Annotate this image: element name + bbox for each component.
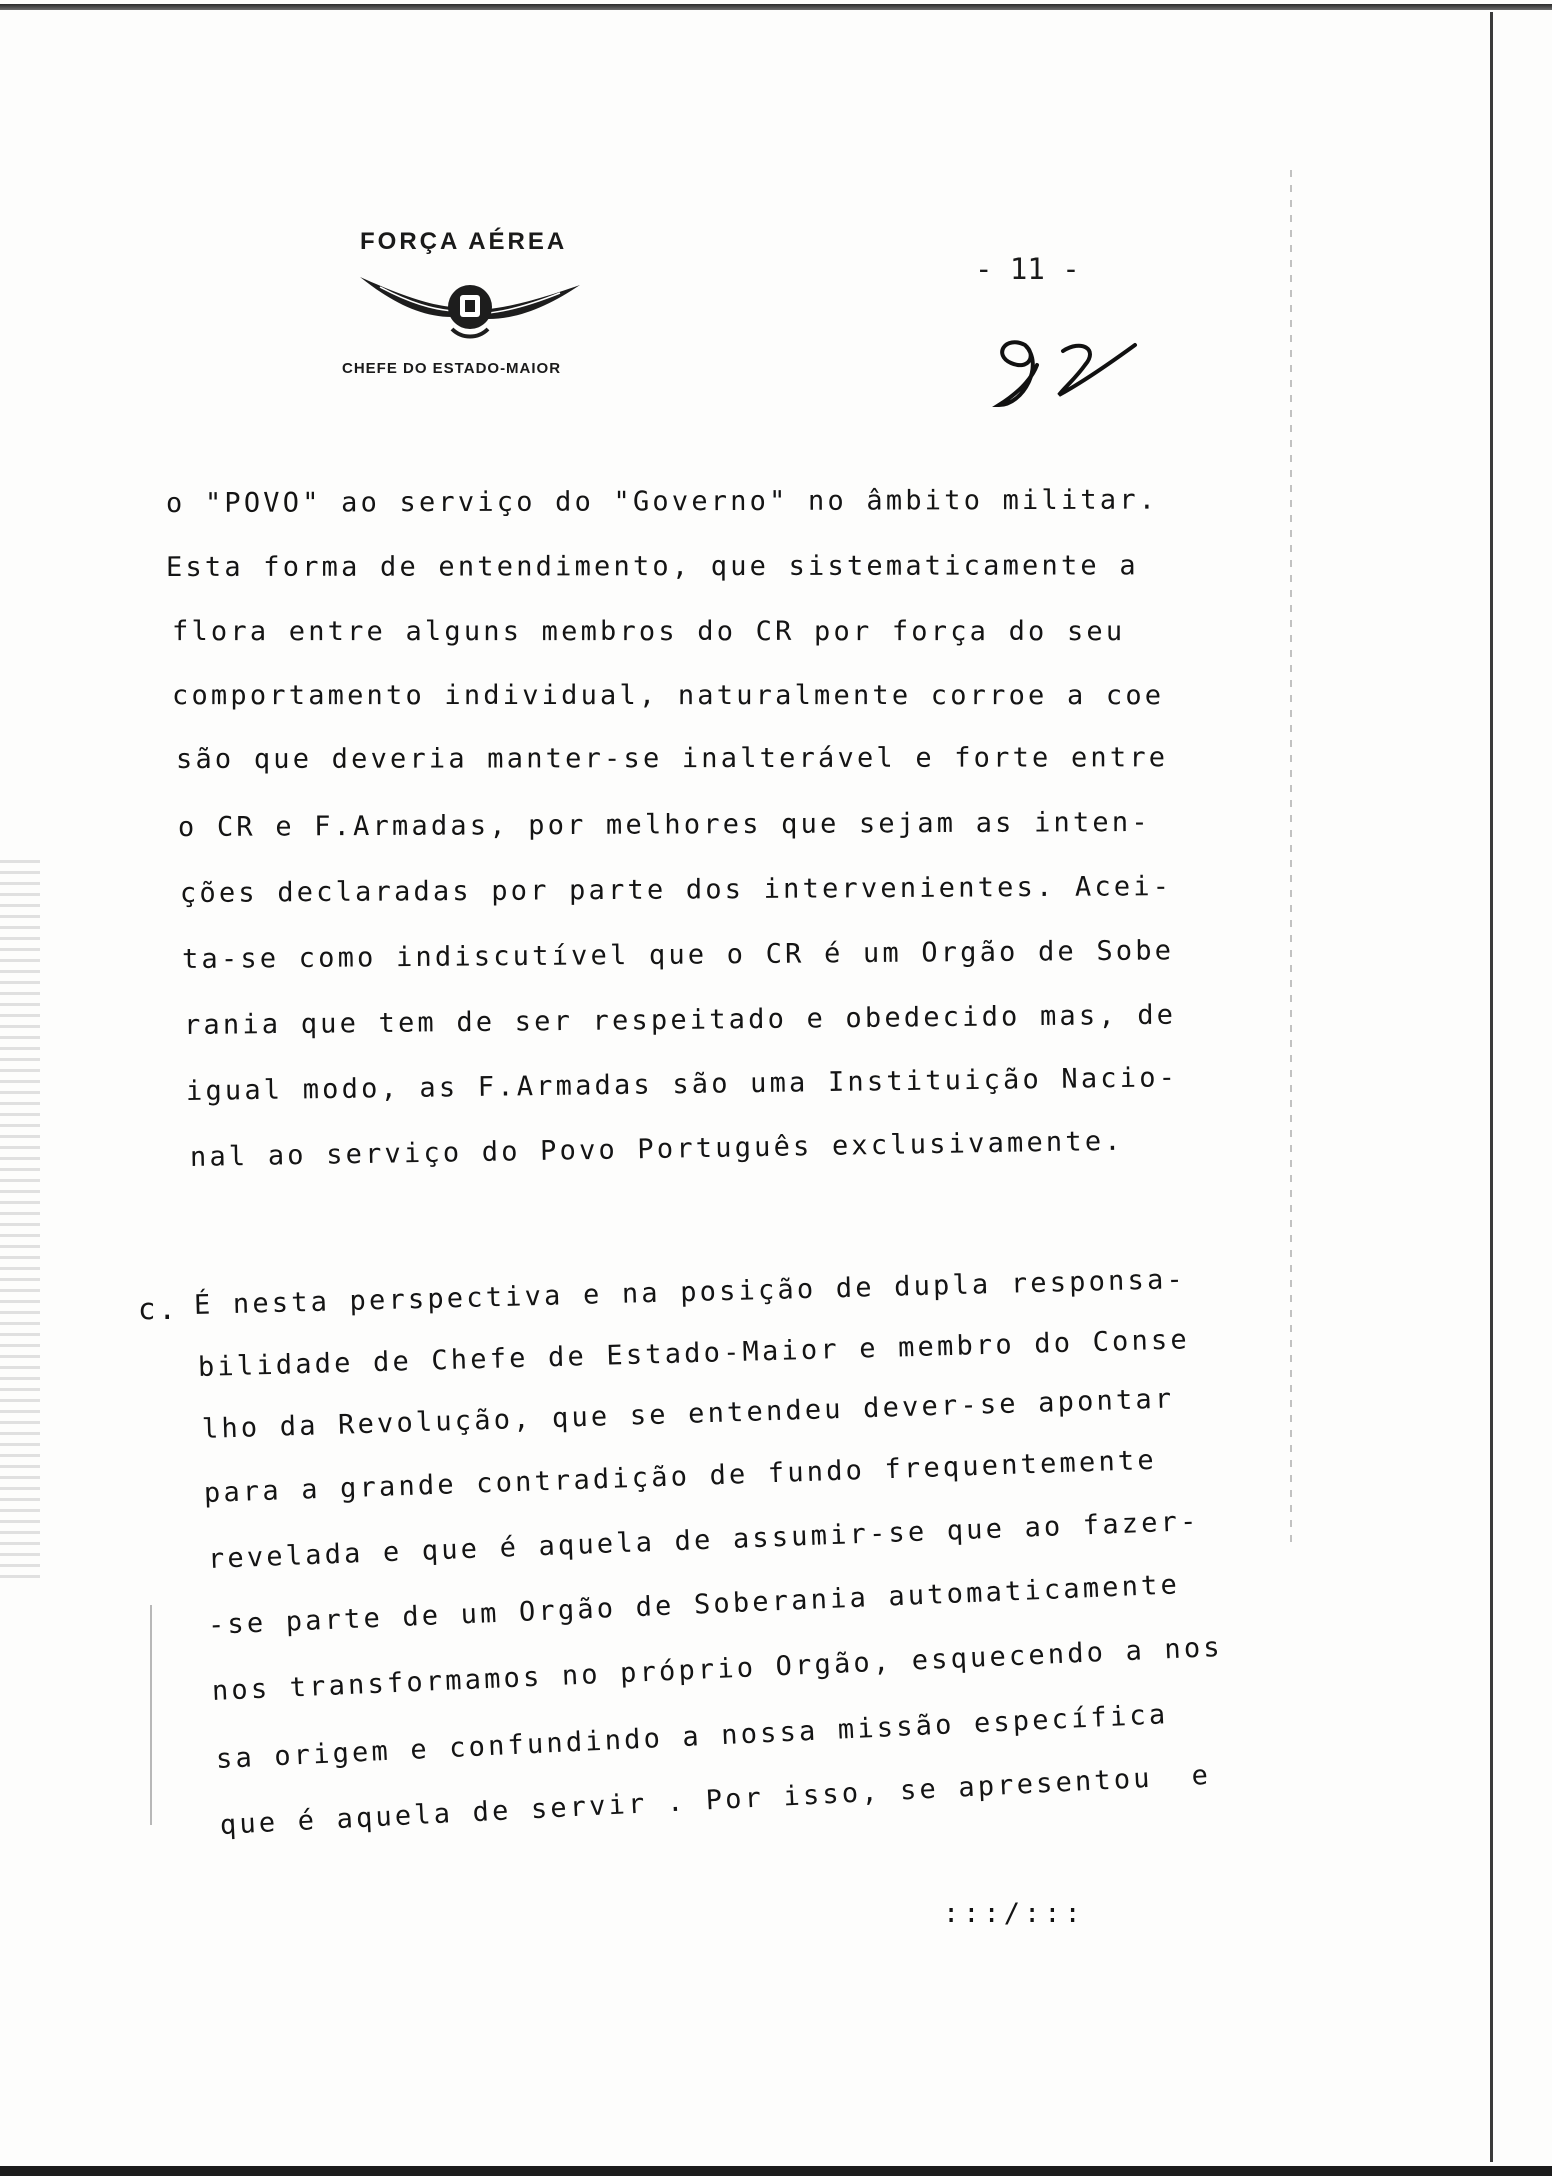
text-line: comportamento individual, naturalmente corroe a coe xyxy=(172,680,1165,711)
text-line: revelada e que é aquela de assumir-se que ao fazer- xyxy=(207,1505,1201,1575)
margin-mark xyxy=(1290,170,1292,1550)
page-number: - 11 - xyxy=(975,252,1080,286)
text-line: bilidade de Chefe de Estado-Maior e membro do Conse xyxy=(197,1324,1191,1383)
continuation-mark: :::/::: xyxy=(943,1898,1085,1929)
text-line: o CR e F.Armadas, por melhores que sejam as inten- xyxy=(177,806,1151,843)
text-line: nal ao serviço do Povo Português exclusivamente. xyxy=(189,1125,1124,1173)
text-line: para a grande contradição de fundo frequentemente xyxy=(203,1444,1158,1509)
winged-emblem-icon xyxy=(340,265,600,345)
text-line: são que deveria manter-se inalterável e forte entre xyxy=(175,742,1169,775)
text-line: Esta forma de entendimento, que sistematicamente a xyxy=(165,550,1139,583)
scan-edge-bottom xyxy=(0,2166,1552,2176)
text-line: -se parte de um Orgão de Soberania automaticamente xyxy=(207,1569,1181,1641)
text-line: que é aquela de servir . Por isso, se apresentou e xyxy=(219,1759,1212,1841)
org-name: FORÇA AÉREA xyxy=(360,228,568,255)
text-line: nos transformamos no próprio Orgão, esquecendo a nos xyxy=(211,1631,1224,1707)
handwritten-folio-number xyxy=(985,325,1155,415)
text-line: o "POVO" ao serviço do "Governo" no âmbito militar. xyxy=(165,484,1159,519)
text-line: É nesta perspectiva e na posição de dupla responsa- xyxy=(193,1264,1187,1321)
text-line: igual modo, as F.Armadas são uma Instituição Nacio- xyxy=(185,1062,1179,1107)
letterhead xyxy=(330,220,620,390)
text-line: ta-se como indiscutível que o CR é um Orgão de Sobe xyxy=(181,935,1175,975)
list-marker: c. xyxy=(138,1292,179,1326)
text-line: lho da Revolução, que se entendeu dever-se apontar xyxy=(201,1383,1175,1445)
scan-edge-right xyxy=(1490,12,1493,2162)
scan-edge-top xyxy=(0,4,1552,10)
text-line: sa origem e confundindo a nossa missão específica xyxy=(215,1699,1170,1775)
org-subtitle: CHEFE DO ESTADO-MAIOR xyxy=(342,360,562,377)
scan-speckle xyxy=(0,860,40,1580)
text-line: rania que tem de ser respeitado e obedecido mas, de xyxy=(183,999,1177,1041)
margin-bracket xyxy=(150,1605,166,1825)
text-line: flora entre alguns membros do CR por força do seu xyxy=(172,616,1126,647)
text-line: ções declaradas por parte dos intervenientes. Acei- xyxy=(179,871,1173,909)
